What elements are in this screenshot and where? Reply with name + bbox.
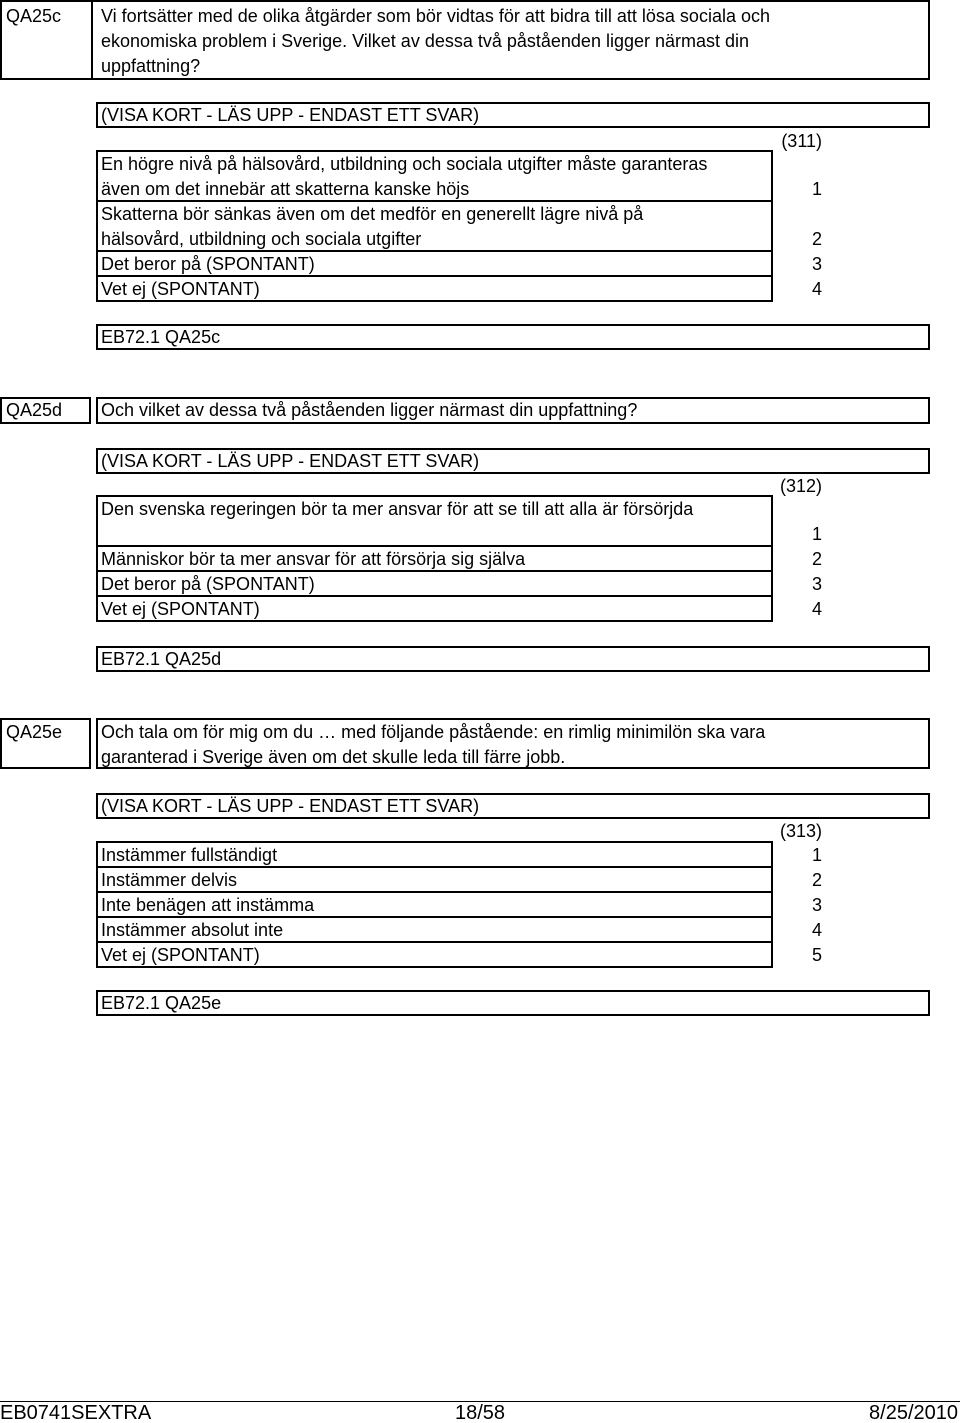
question-text-line: garanterad i Sverige även om det skulle leda till färre jobb.: [101, 747, 566, 767]
instruction-box: [96, 793, 930, 819]
question-text-line: Och vilket av dessa två påståenden ligger närmast din uppfattning?: [101, 400, 638, 420]
answer-code: 3: [811, 895, 822, 915]
answer-code: 3: [811, 254, 822, 274]
answer-option: [96, 891, 773, 918]
instruction-box: [96, 102, 930, 128]
answer-option: [96, 941, 773, 968]
question-id-cell: [0, 718, 91, 769]
reference-box: [96, 990, 930, 1016]
answer-code: 3: [811, 574, 822, 594]
footer-document-id: EB0741SEXTRA: [0, 1402, 152, 1423]
answer-option: [96, 545, 773, 572]
variable-number: (311): [781, 131, 822, 151]
question-text-line: Vi fortsätter med de olika åtgärder som bör vidtas för att bidra till att lösa sociala och: [101, 6, 770, 26]
question-text-line: uppfattning?: [101, 56, 201, 76]
answer-text-line: Skatterna bör sänkas även om det medför en generellt lägre nivå på: [101, 204, 644, 224]
answer-text-line: En högre nivå på hälsovård, utbildning och sociala utgifter måste garanteras: [101, 154, 708, 174]
answer-option: [96, 841, 773, 868]
answer-text-line: Instämmer absolut inte: [101, 920, 284, 940]
question-text-cell: [91, 0, 930, 80]
answer-text-line: Instämmer delvis: [101, 870, 238, 890]
answer-code: 2: [811, 870, 822, 890]
answer-text-line: Vet ej (SPONTANT): [101, 599, 260, 619]
answer-code: 2: [811, 229, 822, 249]
answer-text-line: Det beror på (SPONTANT): [101, 574, 315, 594]
reference-text: EB72.1 QA25e: [101, 993, 222, 1013]
question-text-line: ekonomiska problem i Sverige. Vilket av dessa två påståenden ligger närmast din: [101, 31, 750, 51]
question-id-cell: [0, 0, 93, 80]
question-text-cell: [96, 718, 930, 769]
footer-page-number: 18/58: [455, 1402, 506, 1423]
answer-text-line: Instämmer fullständigt: [101, 845, 278, 865]
answer-code: 4: [811, 279, 822, 299]
answer-option: [96, 866, 773, 893]
reference-text: EB72.1 QA25c: [101, 327, 221, 347]
answer-option: [96, 250, 773, 277]
question-id: QA25e: [6, 722, 63, 742]
answer-text-line: Inte benägen att instämma: [101, 895, 315, 915]
variable-number: (312): [779, 476, 822, 496]
answer-code: 2: [811, 549, 822, 569]
answer-option: [96, 916, 773, 943]
instruction-text: (VISA KORT - LÄS UPP - ENDAST ETT SVAR): [101, 796, 480, 816]
answer-text-line: Vet ej (SPONTANT): [101, 945, 260, 965]
answer-text-line: Det beror på (SPONTANT): [101, 254, 315, 274]
variable-number: (313): [779, 821, 822, 841]
answer-text-line: hälsovård, utbildning och sociala utgifter: [101, 229, 422, 249]
answer-code: 1: [811, 845, 822, 865]
answer-text-line: Vet ej (SPONTANT): [101, 279, 260, 299]
answer-option: [96, 275, 773, 302]
answer-code: 5: [811, 945, 822, 965]
footer-date: 8/25/2010: [869, 1402, 958, 1423]
reference-box: [96, 324, 930, 350]
question-id: QA25c: [6, 6, 62, 26]
answer-option: [96, 595, 773, 622]
answer-option: [96, 570, 773, 597]
answer-code: 4: [811, 599, 822, 619]
instruction-text: (VISA KORT - LÄS UPP - ENDAST ETT SVAR): [101, 451, 480, 471]
question-text-cell: [96, 397, 930, 424]
answer-code: 4: [811, 920, 822, 940]
instruction-text: (VISA KORT - LÄS UPP - ENDAST ETT SVAR): [101, 105, 480, 125]
reference-text: EB72.1 QA25d: [101, 649, 222, 669]
answer-text-line: även om det innebär att skatterna kanske höjs: [101, 179, 470, 199]
instruction-box: [96, 448, 930, 474]
question-id-cell: [0, 397, 91, 424]
answer-option: [96, 200, 773, 252]
answer-option: [96, 150, 773, 202]
answer-option: [96, 495, 773, 547]
answer-text-line: Människor bör ta mer ansvar för att försörja sig själva: [101, 549, 526, 569]
answer-text-line: Den svenska regeringen bör ta mer ansvar för att se till att alla är försörjda: [101, 499, 694, 519]
answer-code: 1: [811, 524, 822, 544]
question-text-line: Och tala om för mig om du … med följande påstående: en rimlig minimilön ska vara: [101, 722, 766, 742]
answer-code: 1: [811, 179, 822, 199]
question-id: QA25d: [6, 400, 63, 420]
reference-box: [96, 646, 930, 672]
